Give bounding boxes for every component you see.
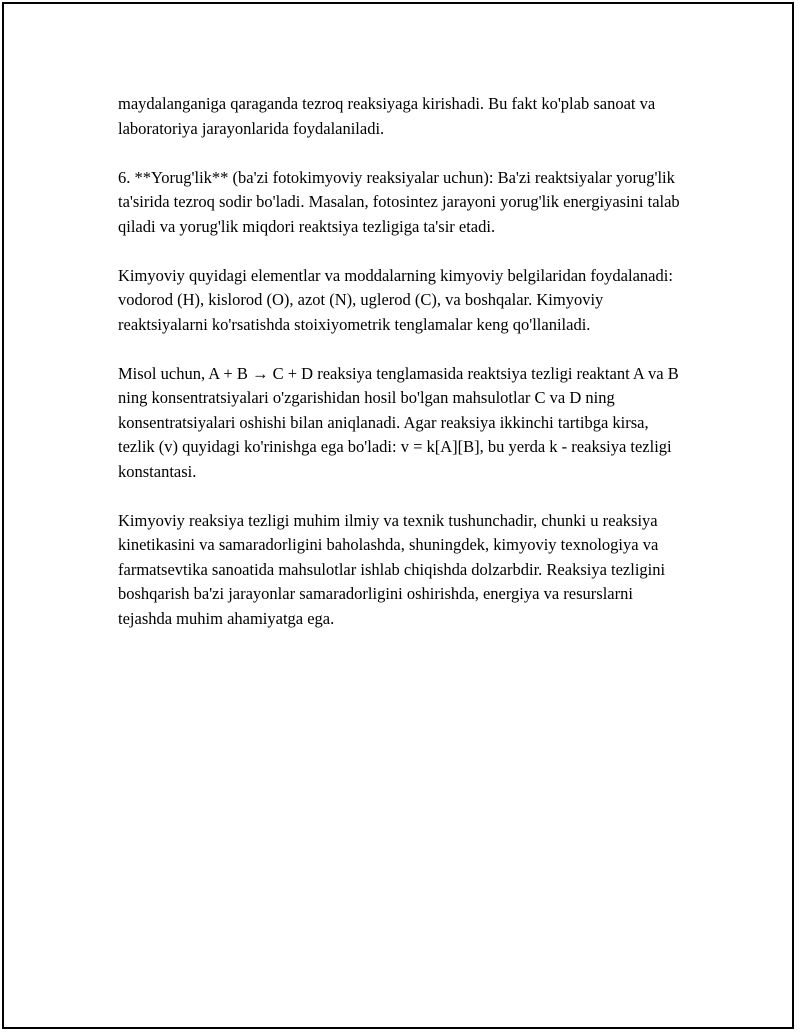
paragraph-conclusion: Kimyoviy reaksiya tezligi muhim ilmiy va texnik tushunchadir, chunki u reaksiya kinetikasini va samaradorligini baholashda, shuningdek, kimyoviy texnologiya va farmatsevtika sanoatida mahsulotlar ishlab chiqishda dolzarbdir. Reaksiya tezligini boshqarish ba'zi jarayonlar samaradorligini oshirishda, energiya va resurslarni tejashda muhim ahamiyatga ega. (118, 510, 666, 628)
paragraph-chemical-symbols: Kimyoviy quyidagi elementlar va moddalarning kimyoviy belgilaridan foydalanadi: vodorod (H), kislorod (O), azot (N), uglerod (C), va boshqalar. Kimyoviy reaktsiyalarni ko'rsatishda stoixiyometrik tenglamalar keng qo'llaniladi. (118, 265, 673, 334)
paragraph-rate-example: Misol uchun, A + B → C + D reaksiya tenglamasida reaktsiya tezligi reaktant A va B ning konsentratsiyalari o'zgarishidan hosil bo'lgan mahsulotlar C va D ning konsentratsiyalari oshishi bilan aniqlanadi. Agar reaksiya ikkinchi tartibga kirsa, tezlik (v) quyidagi ko'rinishga ega bo'ladi: v = k[A][B], bu yerda k - reaksiya tezligi konstantasi. (118, 363, 679, 481)
paragraph-light-factor: 6. **Yorug'lik** (ba'zi fotokimyoviy reaksiyalar uchun): Ba'zi reaktsiyalar yorug'lik ta'sirida tezroq sodir bo'ladi. Masalan, fotosintez jarayoni yorug'lik energiyasini talab qiladi va yorug'lik miqdori reaktsiya tezligiga ta'sir etadi. (118, 167, 680, 236)
paragraph-continuation: maydalanganiga qaraganda tezroq reaksiyaga kirishadi. Bu fakt ko'plab sanoat va laboratoriya jarayonlarida foydalaniladi. (118, 94, 656, 138)
document-body (118, 92, 684, 656)
